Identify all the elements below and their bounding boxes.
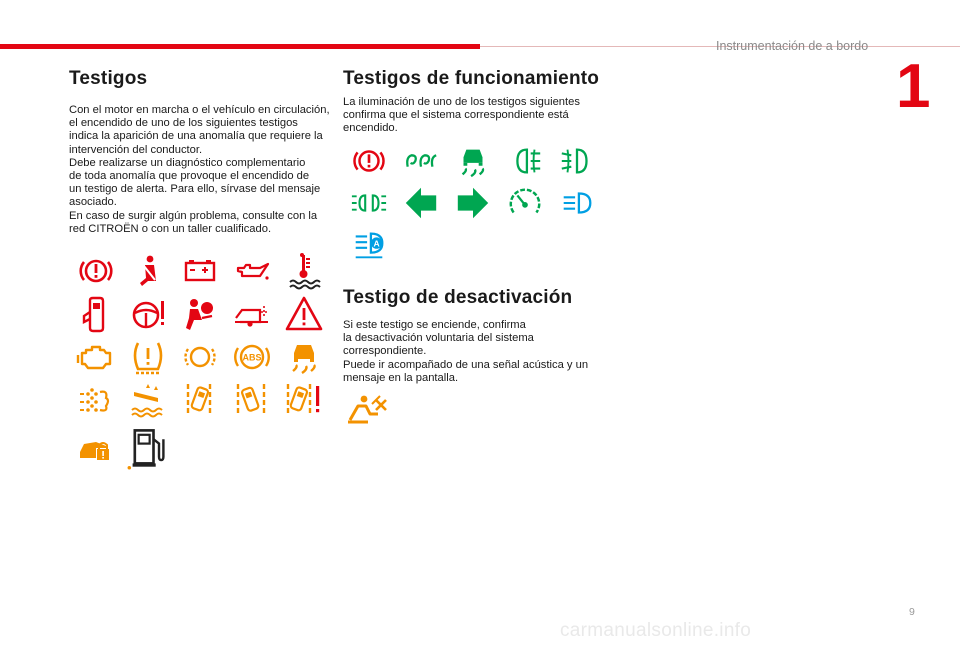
lane-departure-2-icon (226, 378, 278, 421)
brake-circle-red-icon (343, 140, 395, 182)
seatbelt-icon (122, 249, 174, 292)
warning-triangle-icon (278, 292, 330, 335)
text-line: Debe realizarse un diagnóstico complementario (69, 156, 306, 169)
text-line: La iluminación de uno de los testigos siguientes (343, 96, 580, 108)
text-line: encendido. (343, 122, 398, 135)
text-line: asociado. (69, 196, 117, 209)
warning-lamps-description (69, 104, 331, 236)
airbag-icon (174, 292, 226, 335)
cruise-control-icon (499, 182, 551, 224)
fuel-pump-icon (122, 421, 174, 475)
trailer-icon (226, 292, 278, 335)
text-line: En caso de surgir algún problema, consulte con la (69, 209, 318, 222)
preheating-icon (395, 140, 447, 182)
page-number: 9 (909, 606, 915, 618)
turn-right-icon (447, 182, 499, 224)
section-heading-funcionamiento: Testigos de funcionamiento (343, 68, 600, 89)
front-fog-icon (551, 140, 603, 182)
particle-filter-icon (70, 378, 122, 421)
brake-circle-icon (70, 249, 122, 292)
airbag-off-icon (346, 392, 390, 426)
text-line: la desactivación voluntaria del sistema (343, 332, 534, 345)
section-heading-desactivacion: Testigo de desactivación (343, 287, 573, 308)
lane-departure-icon (174, 378, 226, 421)
chapter-number: 1 (896, 52, 931, 121)
car-lock-alert-icon (70, 421, 122, 475)
text-line: Si este testigo se enciende, confirma (343, 319, 526, 331)
function-lamps-description (343, 96, 603, 136)
svg-text:ABS: ABS (242, 352, 262, 362)
section-title: Instrumentación de a bordo (716, 39, 869, 53)
lane-departure-alert-icon (278, 378, 330, 421)
svg-text:A: A (373, 238, 380, 249)
text-line: correspondiente. (343, 345, 427, 358)
warning-lamps-section (69, 68, 331, 236)
turn-left-icon (395, 182, 447, 224)
deactivation-description (343, 319, 605, 385)
text-line: Con el motor en marcha o el vehículo en circulación, (69, 104, 330, 116)
text-line: un testigo de alerta. Para ello, sírvase del mensaje (69, 183, 321, 196)
tyre-pressure-icon (122, 335, 174, 378)
engine-icon (70, 335, 122, 378)
watermark-text: carmanualsonline.info (560, 620, 752, 641)
brake-pads-icon (174, 335, 226, 378)
warning-lamps-grid (70, 249, 330, 475)
stability-control-icon (447, 140, 499, 182)
text-line: el encendido de uno de los siguientes testigos (69, 117, 298, 130)
rear-fog-icon (499, 140, 551, 182)
text-line: indica la aparición de una anomalía que requiere la (69, 130, 323, 143)
sidelights-icon (343, 182, 395, 224)
steering-wheel-icon (122, 292, 174, 335)
text-line: de toda anomalía que provoque el encendido de (69, 170, 310, 183)
door-open-icon (70, 292, 122, 335)
section-heading-testigos: Testigos (69, 68, 148, 89)
water-in-fuel-icon (122, 378, 174, 421)
abs-icon (226, 335, 278, 378)
coolant-temperature-icon (278, 249, 330, 292)
text-line: confirma que el sistema correspondiente está (343, 109, 569, 122)
deactivation-section (343, 287, 605, 385)
header-accent-bar (0, 44, 480, 49)
text-line: Puede ir acompañado de una señal acústica y un (343, 358, 589, 371)
text-line: red CITROËN o con un taller cualificado. (69, 222, 272, 235)
auto-main-beam-icon (343, 224, 395, 266)
text-line: mensaje en la pantalla. (343, 371, 459, 384)
dipped-beam-icon (551, 182, 603, 224)
function-lamps-grid (343, 140, 603, 266)
oil-can-icon (226, 249, 278, 292)
function-lamps-section (343, 68, 603, 136)
text-line: intervención del conductor. (69, 143, 203, 156)
battery-icon (174, 249, 226, 292)
skid-car-icon (278, 335, 330, 378)
